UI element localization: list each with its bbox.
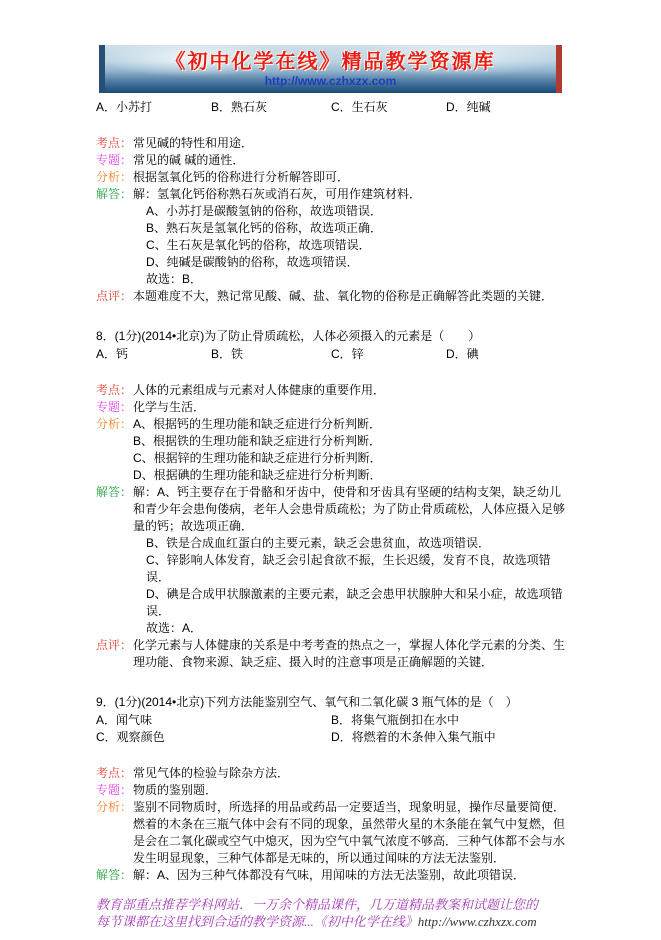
fenxi-label: 分析： bbox=[96, 170, 133, 184]
footer-url: http://www.czhxzx.com bbox=[417, 914, 537, 929]
kaodian-row bbox=[96, 382, 565, 399]
jieda-line: D、碘是合成甲状腺激素的主要元素，缺乏会患甲状腺肿大和呆小症，故选项错误． bbox=[146, 587, 563, 618]
fenxi-line: A、根据钙的生理功能和缺乏症进行分析判断． bbox=[133, 417, 382, 431]
jieda-row bbox=[96, 484, 565, 637]
answer-block-7 bbox=[96, 135, 565, 305]
fenxi-row bbox=[96, 169, 565, 186]
question-8-option-b: B．铁 bbox=[211, 347, 244, 361]
zhuanti-text: 化学与生活． bbox=[133, 400, 206, 414]
question-9-stem: 9．(1分)(2014•北京)下列方法能鉴别空气、氧气和二氧化碳 3 瓶气体的是（ ） bbox=[96, 695, 518, 709]
kaodian-text: 常见气体的检验与除杂方法． bbox=[133, 766, 290, 780]
jieda-line: B、铁是合成血红蛋白的主要元素，缺乏会患贫血，故选项错误． bbox=[146, 536, 491, 550]
jieda-line: 解：氢氧化钙俗称熟石灰或消石灰，可用作建筑材料． bbox=[133, 187, 422, 201]
question-7-option-b: B．熟石灰 bbox=[211, 100, 268, 114]
kaodian-text: 常见碱的特性和用途． bbox=[133, 136, 254, 150]
kaodian-text: 人体的元素组成与元素对人体健康的重要作用． bbox=[133, 383, 386, 397]
jieda-line: D、纯碱是碳酸钠的俗称，故选项错误． bbox=[146, 255, 359, 269]
jieda-line: A、小苏打是碳酸氢钠的俗称，故选项错误． bbox=[146, 204, 383, 218]
zhuanti-text: 物质的鉴别题． bbox=[133, 783, 218, 797]
question-9-option-b: B．将集气瓶倒扣在水中 bbox=[331, 713, 460, 727]
question-9-option-c: C．观察颜色 bbox=[96, 730, 165, 744]
question-8-option-a: A．钙 bbox=[96, 347, 129, 361]
fenxi-line: B、根据铁的生理功能和缺乏症进行分析判断． bbox=[133, 434, 382, 448]
dianping-row bbox=[96, 288, 565, 305]
dianping-text: 本题难度不大，熟记常见酸、碱、盐、氧化物的俗称是正确解答此类题的关键． bbox=[133, 289, 554, 303]
jieda-answer: 故选：A． bbox=[146, 621, 203, 635]
site-banner bbox=[99, 45, 562, 93]
dianping-text: 化学元素与人体健康的关系是中考考查的热点之一，掌握人体化学元素的分类、生理功能、食物来源、缺乏症、摄入时的注意事项是正确解题的关键． bbox=[133, 638, 566, 669]
spacer bbox=[96, 671, 565, 694]
question-8-stem: 8．(1分)(2014•北京)为了防止骨质疏松，人体必须摄入的元素是（ ） bbox=[96, 329, 481, 343]
zhuanti-row bbox=[96, 399, 565, 416]
answer-block-8 bbox=[96, 382, 565, 671]
zhuanti-text: 常见的碱 碱的通性． bbox=[133, 153, 245, 167]
fenxi-row bbox=[96, 799, 565, 867]
footer bbox=[96, 896, 548, 930]
jieda-label: 解答： bbox=[96, 868, 133, 882]
jieda-label: 解答： bbox=[96, 485, 133, 499]
fenxi-line: C、根据锌的生理功能和缺乏症进行分析判断． bbox=[133, 451, 382, 465]
kaodian-row bbox=[96, 765, 565, 782]
zhuanti-row bbox=[96, 152, 565, 169]
question-9-options bbox=[96, 712, 565, 746]
question-9-option-a: A．闻气味 bbox=[96, 713, 153, 727]
spacer bbox=[96, 305, 565, 328]
kaodian-label: 考点： bbox=[96, 136, 133, 150]
zhuanti-row bbox=[96, 782, 565, 799]
jieda-line: B、熟石灰是氢氧化钙的俗称，故选项正确． bbox=[146, 221, 383, 235]
question-8-option-d: D．碘 bbox=[446, 347, 479, 361]
fenxi-label: 分析： bbox=[96, 800, 133, 814]
zhuanti-label: 专题： bbox=[96, 400, 133, 414]
fenxi-text: 根据氢氧化钙的俗称进行分析解答即可． bbox=[133, 170, 350, 184]
fenxi-label: 分析： bbox=[96, 417, 133, 431]
question-9-option-d: D．将燃着的木条伸入集气瓶中 bbox=[331, 730, 496, 744]
jieda-row bbox=[96, 186, 565, 288]
banner-title: 《初中化学在线》精品教学资源库 bbox=[165, 51, 496, 73]
jieda-label: 解答： bbox=[96, 187, 133, 201]
banner-url-link[interactable]: http://www.czhxzx.com bbox=[264, 74, 397, 88]
dianping-label: 点评： bbox=[96, 638, 133, 652]
question-7-option-a: A．小苏打 bbox=[96, 100, 153, 114]
jieda-line: C、生石灰是氧化钙的俗称，故选项错误． bbox=[146, 238, 371, 252]
fenxi-text: 鉴别不同物质时，所选择的用品或药品一定要适当，现象明显，操作尽量要简便．燃着的木条在三瓶气体中会有不同的现象，虽然带火星的木条能在氧气中复燃，但是会在二氧化碳或空气中熄灭，因为空气中氧气浓度不够高．三种气体都不会与水发生明显现象，三种气体都是无味的，所以通过闻味的方法无法鉴别． bbox=[133, 800, 566, 865]
jieda-line: 解：A、因为三种气体都没有气味，用闻味的方法无法鉴别，故此项错误． bbox=[133, 868, 526, 882]
spacer bbox=[96, 363, 565, 382]
spacer bbox=[96, 746, 565, 765]
dianping-label: 点评： bbox=[96, 289, 133, 303]
footer-text: 教育部重点推荐学科网站．一万余个精品课件，几万道精品教案和试题让您的每节课都在这里找到合适的教学资源...《初中化学在线》 bbox=[96, 897, 539, 929]
kaodian-label: 考点： bbox=[96, 766, 133, 780]
question-7-options bbox=[96, 99, 565, 116]
kaodian-label: 考点： bbox=[96, 383, 133, 397]
dianping-row bbox=[96, 637, 565, 671]
question-8-option-c: C．锌 bbox=[331, 347, 364, 361]
jieda-answer: 故选：B． bbox=[146, 272, 203, 286]
question-7-option-d: D．纯碱 bbox=[446, 100, 491, 114]
jieda-row bbox=[96, 867, 565, 884]
jieda-line: C、锌影响人体发育，缺乏会引起食欲不振，生长迟缓，发育不良，故选项错误． bbox=[146, 553, 551, 584]
fenxi-row bbox=[96, 416, 565, 484]
zhuanti-label: 专题： bbox=[96, 153, 133, 167]
jieda-line: 解：A、钙主要存在于骨骼和牙齿中，使骨和牙齿具有坚硬的结构支架，缺乏幼儿和青少年会患佝偻病，老年人会患骨质疏松；为了防止骨质疏松，人体应摄入足够量的钙；故选项正确． bbox=[133, 485, 566, 533]
answer-block-9 bbox=[96, 765, 565, 884]
spacer bbox=[96, 116, 565, 135]
fenxi-line: D、根据碘的生理功能和缺乏症进行分析判断． bbox=[133, 468, 382, 482]
kaodian-row bbox=[96, 135, 565, 152]
question-8-options bbox=[96, 346, 565, 363]
zhuanti-label: 专题： bbox=[96, 783, 133, 797]
question-7-option-c: C．生石灰 bbox=[331, 100, 388, 114]
